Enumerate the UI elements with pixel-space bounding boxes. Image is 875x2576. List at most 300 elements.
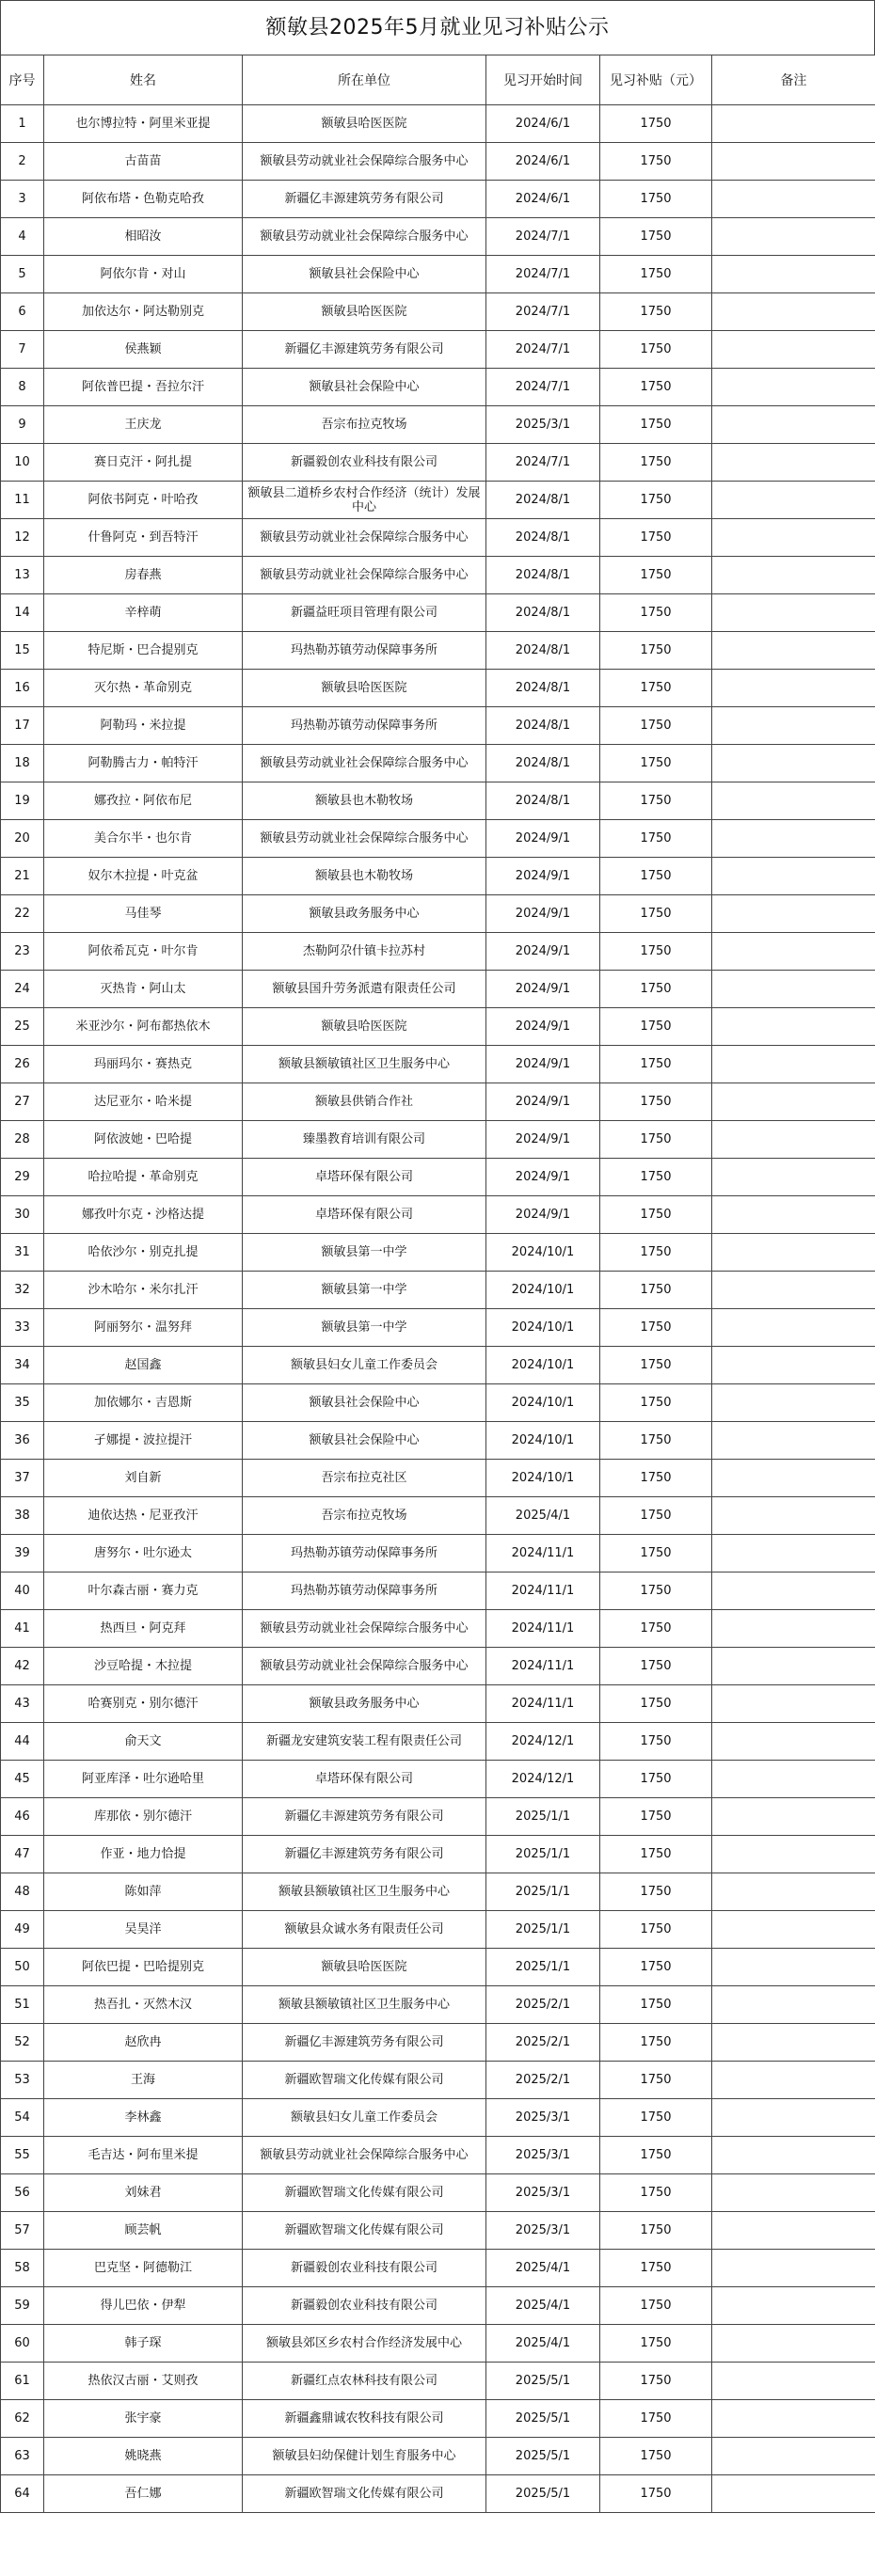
cell-start-date: 2024/9/1 [486, 971, 600, 1008]
cell-start-date: 2024/11/1 [486, 1610, 600, 1648]
cell-index: 42 [1, 1648, 44, 1685]
cell-index: 23 [1, 933, 44, 971]
cell-employer: 新疆红点农林科技有限公司 [243, 2363, 486, 2400]
cell-start-date: 2024/11/1 [486, 1535, 600, 1572]
cell-name: 美合尔半・也尔肯 [44, 820, 243, 858]
cell-index: 9 [1, 406, 44, 444]
cell-name: 娜孜拉・阿依布尼 [44, 782, 243, 820]
cell-start-date: 2024/9/1 [486, 1083, 600, 1121]
cell-name: 叶尔森古丽・赛力克 [44, 1572, 243, 1610]
cell-start-date: 2025/2/1 [486, 2062, 600, 2099]
cell-index: 63 [1, 2438, 44, 2475]
subsidy-table [0, 55, 875, 2513]
cell-subsidy: 1750 [600, 557, 712, 594]
cell-subsidy: 1750 [600, 1610, 712, 1648]
cell-remark [712, 444, 875, 482]
cell-employer: 卓塔环保有限公司 [243, 1761, 486, 1798]
table-row [1, 2174, 875, 2212]
cell-employer: 新疆亿丰源建筑劳务有限公司 [243, 1836, 486, 1873]
cell-remark [712, 557, 875, 594]
cell-remark [712, 2174, 875, 2212]
cell-subsidy: 1750 [600, 1460, 712, 1497]
cell-subsidy: 1750 [600, 1083, 712, 1121]
cell-start-date: 2025/4/1 [486, 2287, 600, 2325]
cell-name: 房春燕 [44, 557, 243, 594]
cell-start-date: 2024/9/1 [486, 933, 600, 971]
cell-subsidy: 1750 [600, 2325, 712, 2363]
cell-employer: 额敏县劳动就业社会保障综合服务中心 [243, 1648, 486, 1685]
cell-subsidy: 1750 [600, 2212, 712, 2250]
cell-remark [712, 143, 875, 181]
cell-subsidy: 1750 [600, 1949, 712, 1986]
header-start-date: 见习开始时间 [486, 55, 600, 105]
cell-name: 巴克坚・阿德勒江 [44, 2250, 243, 2287]
table-row [1, 2363, 875, 2400]
cell-remark [712, 1836, 875, 1873]
cell-start-date: 2024/9/1 [486, 1159, 600, 1196]
cell-employer: 额敏县郊区乡农村合作经济发展中心 [243, 2325, 486, 2363]
cell-index: 18 [1, 745, 44, 782]
cell-employer: 额敏县也木勒牧场 [243, 782, 486, 820]
cell-name: 迪依达热・尼亚孜汗 [44, 1497, 243, 1535]
table-row [1, 670, 875, 707]
cell-remark [712, 482, 875, 519]
cell-index: 35 [1, 1384, 44, 1422]
cell-remark [712, 369, 875, 406]
cell-name: 特尼斯・巴合提别克 [44, 632, 243, 670]
cell-remark [712, 1986, 875, 2024]
table-row [1, 1159, 875, 1196]
cell-remark [712, 2287, 875, 2325]
cell-remark [712, 1234, 875, 1272]
cell-start-date: 2024/8/1 [486, 670, 600, 707]
table-row [1, 1347, 875, 1384]
cell-start-date: 2025/1/1 [486, 1911, 600, 1949]
cell-subsidy: 1750 [600, 1121, 712, 1159]
cell-employer: 额敏县劳动就业社会保障综合服务中心 [243, 2137, 486, 2174]
table-row [1, 820, 875, 858]
document-title: 额敏县2025年5月就业见习补贴公示 [0, 0, 875, 55]
cell-name: 刘自新 [44, 1460, 243, 1497]
cell-remark [712, 2212, 875, 2250]
cell-remark [712, 2363, 875, 2400]
cell-remark [712, 1685, 875, 1723]
cell-name: 顾芸帆 [44, 2212, 243, 2250]
cell-remark [712, 406, 875, 444]
cell-start-date: 2024/8/1 [486, 632, 600, 670]
cell-index: 24 [1, 971, 44, 1008]
table-row [1, 1873, 875, 1911]
cell-index: 44 [1, 1723, 44, 1761]
table-row [1, 1272, 875, 1309]
cell-subsidy: 1750 [600, 1761, 712, 1798]
cell-remark [712, 1497, 875, 1535]
cell-name: 赵国鑫 [44, 1347, 243, 1384]
cell-index: 26 [1, 1046, 44, 1083]
cell-employer: 额敏县额敏镇社区卫生服务中心 [243, 1046, 486, 1083]
cell-index: 7 [1, 331, 44, 369]
cell-start-date: 2024/10/1 [486, 1384, 600, 1422]
cell-name: 孑娜提・波拉提汗 [44, 1422, 243, 1460]
cell-name: 侯燕颖 [44, 331, 243, 369]
cell-remark [712, 1121, 875, 1159]
table-row [1, 1949, 875, 1986]
cell-subsidy: 1750 [600, 1986, 712, 2024]
table-row [1, 181, 875, 218]
table-row [1, 1685, 875, 1723]
cell-start-date: 2025/4/1 [486, 2325, 600, 2363]
cell-remark [712, 2325, 875, 2363]
cell-employer: 额敏县额敏镇社区卫生服务中心 [243, 1986, 486, 2024]
cell-index: 37 [1, 1460, 44, 1497]
cell-employer: 玛热勒苏镇劳动保障事务所 [243, 707, 486, 745]
cell-name: 娜孜叶尔克・沙格达提 [44, 1196, 243, 1234]
cell-employer: 新疆毅创农业科技有限公司 [243, 2250, 486, 2287]
cell-subsidy: 1750 [600, 2363, 712, 2400]
cell-start-date: 2025/3/1 [486, 2174, 600, 2212]
cell-start-date: 2025/5/1 [486, 2400, 600, 2438]
cell-start-date: 2025/3/1 [486, 2137, 600, 2174]
cell-index: 49 [1, 1911, 44, 1949]
cell-remark [712, 2062, 875, 2099]
cell-remark [712, 895, 875, 933]
cell-index: 11 [1, 482, 44, 519]
cell-start-date: 2024/8/1 [486, 482, 600, 519]
cell-index: 64 [1, 2475, 44, 2513]
cell-index: 2 [1, 143, 44, 181]
cell-remark [712, 1648, 875, 1685]
cell-index: 39 [1, 1535, 44, 1572]
cell-subsidy: 1750 [600, 444, 712, 482]
cell-subsidy: 1750 [600, 632, 712, 670]
cell-start-date: 2025/1/1 [486, 1798, 600, 1836]
cell-remark [712, 293, 875, 331]
cell-index: 14 [1, 594, 44, 632]
cell-subsidy: 1750 [600, 2475, 712, 2513]
cell-remark [712, 1610, 875, 1648]
table-row [1, 782, 875, 820]
table-row [1, 1648, 875, 1685]
cell-employer: 吾宗布拉克牧场 [243, 406, 486, 444]
cell-index: 32 [1, 1272, 44, 1309]
table-row [1, 1761, 875, 1798]
cell-name: 唐努尔・吐尔逊太 [44, 1535, 243, 1572]
cell-remark [712, 2099, 875, 2137]
cell-start-date: 2024/9/1 [486, 1008, 600, 1046]
cell-name: 阿丽努尔・温努拜 [44, 1309, 243, 1347]
cell-index: 46 [1, 1798, 44, 1836]
cell-subsidy: 1750 [600, 1234, 712, 1272]
cell-index: 61 [1, 2363, 44, 2400]
cell-employer: 新疆欧智瑞文化传媒有限公司 [243, 2062, 486, 2099]
table-row [1, 1723, 875, 1761]
cell-remark [712, 1422, 875, 1460]
cell-subsidy: 1750 [600, 143, 712, 181]
cell-employer: 额敏县哈医医院 [243, 670, 486, 707]
cell-employer: 额敏县社会保险中心 [243, 1422, 486, 1460]
table-row [1, 1798, 875, 1836]
cell-employer: 吾宗布拉克牧场 [243, 1497, 486, 1535]
cell-subsidy: 1750 [600, 1836, 712, 1873]
cell-start-date: 2024/12/1 [486, 1723, 600, 1761]
cell-subsidy: 1750 [600, 1723, 712, 1761]
cell-start-date: 2024/9/1 [486, 895, 600, 933]
cell-employer: 额敏县哈医医院 [243, 105, 486, 143]
cell-name: 古苗苗 [44, 143, 243, 181]
cell-name: 灭尔热・革命别克 [44, 670, 243, 707]
cell-name: 加依娜尔・吉恩斯 [44, 1384, 243, 1422]
cell-name: 阿勒玛・米拉提 [44, 707, 243, 745]
cell-index: 43 [1, 1685, 44, 1723]
cell-subsidy: 1750 [600, 331, 712, 369]
cell-start-date: 2025/1/1 [486, 1949, 600, 1986]
cell-remark [712, 1949, 875, 1986]
cell-subsidy: 1750 [600, 256, 712, 293]
table-row [1, 143, 875, 181]
cell-start-date: 2024/7/1 [486, 444, 600, 482]
cell-remark [712, 1873, 875, 1911]
cell-subsidy: 1750 [600, 1798, 712, 1836]
cell-start-date: 2024/9/1 [486, 1121, 600, 1159]
cell-index: 47 [1, 1836, 44, 1873]
cell-remark [712, 971, 875, 1008]
cell-name: 哈拉哈提・革命别克 [44, 1159, 243, 1196]
cell-name: 赵欣冉 [44, 2024, 243, 2062]
cell-index: 29 [1, 1159, 44, 1196]
cell-index: 13 [1, 557, 44, 594]
cell-start-date: 2025/4/1 [486, 2250, 600, 2287]
cell-employer: 杰勒阿尕什镇卡拉苏村 [243, 933, 486, 971]
cell-index: 12 [1, 519, 44, 557]
cell-employer: 额敏县社会保险中心 [243, 256, 486, 293]
cell-name: 加依达尔・阿达勒别克 [44, 293, 243, 331]
table-row [1, 1008, 875, 1046]
table-row [1, 1572, 875, 1610]
cell-index: 36 [1, 1422, 44, 1460]
cell-remark [712, 933, 875, 971]
cell-remark [712, 1384, 875, 1422]
cell-index: 31 [1, 1234, 44, 1272]
cell-name: 阿依书阿克・叶哈孜 [44, 482, 243, 519]
cell-start-date: 2024/10/1 [486, 1309, 600, 1347]
cell-subsidy: 1750 [600, 2438, 712, 2475]
cell-remark [712, 181, 875, 218]
cell-index: 1 [1, 105, 44, 143]
cell-subsidy: 1750 [600, 2024, 712, 2062]
cell-start-date: 2024/8/1 [486, 745, 600, 782]
cell-name: 吴昊洋 [44, 1911, 243, 1949]
cell-subsidy: 1750 [600, 1873, 712, 1911]
cell-subsidy: 1750 [600, 820, 712, 858]
cell-subsidy: 1750 [600, 1648, 712, 1685]
cell-employer: 新疆亿丰源建筑劳务有限公司 [243, 1798, 486, 1836]
cell-subsidy: 1750 [600, 933, 712, 971]
cell-name: 奴尔木拉提・叶克盆 [44, 858, 243, 895]
cell-start-date: 2024/7/1 [486, 293, 600, 331]
table-row [1, 482, 875, 519]
cell-employer: 额敏县劳动就业社会保障综合服务中心 [243, 143, 486, 181]
cell-name: 姚晓燕 [44, 2438, 243, 2475]
cell-start-date: 2025/4/1 [486, 1497, 600, 1535]
cell-subsidy: 1750 [600, 1196, 712, 1234]
cell-start-date: 2025/3/1 [486, 406, 600, 444]
table-row [1, 1610, 875, 1648]
cell-index: 17 [1, 707, 44, 745]
cell-start-date: 2024/11/1 [486, 1572, 600, 1610]
cell-name: 阿依普巴提・吾拉尔汗 [44, 369, 243, 406]
cell-employer: 额敏县第一中学 [243, 1272, 486, 1309]
table-row [1, 971, 875, 1008]
cell-start-date: 2024/9/1 [486, 1046, 600, 1083]
cell-subsidy: 1750 [600, 1347, 712, 1384]
table-row [1, 594, 875, 632]
cell-name: 吾仁娜 [44, 2475, 243, 2513]
cell-employer: 额敏县额敏镇社区卫生服务中心 [243, 1873, 486, 1911]
table-row [1, 2287, 875, 2325]
cell-name: 王海 [44, 2062, 243, 2099]
cell-start-date: 2025/1/1 [486, 1836, 600, 1873]
cell-subsidy: 1750 [600, 971, 712, 1008]
table-row [1, 858, 875, 895]
table-row [1, 2212, 875, 2250]
cell-subsidy: 1750 [600, 1535, 712, 1572]
cell-subsidy: 1750 [600, 2400, 712, 2438]
cell-start-date: 2025/5/1 [486, 2438, 600, 2475]
cell-remark [712, 745, 875, 782]
cell-employer: 额敏县劳动就业社会保障综合服务中心 [243, 218, 486, 256]
cell-index: 22 [1, 895, 44, 933]
cell-index: 3 [1, 181, 44, 218]
cell-name: 李林鑫 [44, 2099, 243, 2137]
cell-employer: 额敏县劳动就业社会保障综合服务中心 [243, 557, 486, 594]
cell-remark [712, 2024, 875, 2062]
cell-name: 库那依・别尔德汗 [44, 1798, 243, 1836]
cell-subsidy: 1750 [600, 2099, 712, 2137]
cell-name: 刘妹君 [44, 2174, 243, 2212]
cell-name: 俞天文 [44, 1723, 243, 1761]
cell-name: 韩子琛 [44, 2325, 243, 2363]
cell-employer: 额敏县国升劳务派遣有限责任公司 [243, 971, 486, 1008]
cell-subsidy: 1750 [600, 218, 712, 256]
cell-start-date: 2024/10/1 [486, 1422, 600, 1460]
table-row [1, 519, 875, 557]
cell-index: 41 [1, 1610, 44, 1648]
table-row [1, 369, 875, 406]
cell-subsidy: 1750 [600, 1309, 712, 1347]
cell-subsidy: 1750 [600, 1497, 712, 1535]
cell-employer: 额敏县政务服务中心 [243, 895, 486, 933]
cell-remark [712, 105, 875, 143]
header-employer: 所在单位 [243, 55, 486, 105]
cell-index: 21 [1, 858, 44, 895]
cell-name: 阿依希瓦克・叶尔肯 [44, 933, 243, 971]
table-row [1, 1121, 875, 1159]
cell-start-date: 2024/9/1 [486, 820, 600, 858]
table-row [1, 256, 875, 293]
cell-remark [712, 1535, 875, 1572]
cell-start-date: 2024/11/1 [486, 1648, 600, 1685]
cell-remark [712, 256, 875, 293]
cell-remark [712, 594, 875, 632]
cell-start-date: 2025/3/1 [486, 2099, 600, 2137]
cell-name: 作亚・地力恰提 [44, 1836, 243, 1873]
cell-name: 沙豆哈提・木拉提 [44, 1648, 243, 1685]
cell-subsidy: 1750 [600, 1384, 712, 1422]
cell-subsidy: 1750 [600, 707, 712, 745]
cell-subsidy: 1750 [600, 782, 712, 820]
cell-subsidy: 1750 [600, 482, 712, 519]
cell-remark [712, 331, 875, 369]
cell-employer: 玛热勒苏镇劳动保障事务所 [243, 1535, 486, 1572]
cell-employer: 新疆亿丰源建筑劳务有限公司 [243, 2024, 486, 2062]
cell-employer: 额敏县妇幼保健计划生育服务中心 [243, 2438, 486, 2475]
cell-name: 什鲁阿克・到吾特汗 [44, 519, 243, 557]
cell-remark [712, 1911, 875, 1949]
cell-start-date: 2024/6/1 [486, 181, 600, 218]
cell-remark [712, 1723, 875, 1761]
table-row [1, 2400, 875, 2438]
table-row [1, 745, 875, 782]
cell-index: 59 [1, 2287, 44, 2325]
table-row [1, 1046, 875, 1083]
cell-subsidy: 1750 [600, 1422, 712, 1460]
table-row [1, 2099, 875, 2137]
cell-start-date: 2024/7/1 [486, 331, 600, 369]
cell-employer: 新疆欧智瑞文化传媒有限公司 [243, 2174, 486, 2212]
cell-index: 38 [1, 1497, 44, 1535]
table-row [1, 1234, 875, 1272]
table-row [1, 1196, 875, 1234]
cell-start-date: 2024/11/1 [486, 1685, 600, 1723]
table-row [1, 218, 875, 256]
cell-index: 15 [1, 632, 44, 670]
cell-index: 10 [1, 444, 44, 482]
header-remark: 备注 [712, 55, 875, 105]
cell-index: 56 [1, 2174, 44, 2212]
cell-remark [712, 1159, 875, 1196]
cell-employer: 额敏县劳动就业社会保障综合服务中心 [243, 1610, 486, 1648]
cell-employer: 额敏县第一中学 [243, 1309, 486, 1347]
cell-employer: 新疆欧智瑞文化传媒有限公司 [243, 2212, 486, 2250]
table-row [1, 1384, 875, 1422]
table-row [1, 2024, 875, 2062]
cell-subsidy: 1750 [600, 2062, 712, 2099]
cell-remark [712, 1008, 875, 1046]
cell-start-date: 2025/3/1 [486, 2212, 600, 2250]
cell-subsidy: 1750 [600, 406, 712, 444]
cell-subsidy: 1750 [600, 2287, 712, 2325]
cell-name: 达尼亚尔・哈米提 [44, 1083, 243, 1121]
cell-name: 得儿巴依・伊犁 [44, 2287, 243, 2325]
cell-name: 阿依尔肯・对山 [44, 256, 243, 293]
cell-name: 张宇豪 [44, 2400, 243, 2438]
cell-employer: 额敏县第一中学 [243, 1234, 486, 1272]
cell-subsidy: 1750 [600, 895, 712, 933]
table-row [1, 1083, 875, 1121]
cell-employer: 额敏县也木勒牧场 [243, 858, 486, 895]
cell-start-date: 2025/5/1 [486, 2475, 600, 2513]
cell-employer: 额敏县供销合作社 [243, 1083, 486, 1121]
cell-employer: 臻墨教育培训有限公司 [243, 1121, 486, 1159]
cell-name: 阿亚库泽・吐尔逊哈里 [44, 1761, 243, 1798]
cell-remark [712, 1572, 875, 1610]
cell-index: 50 [1, 1949, 44, 1986]
cell-employer: 新疆毅创农业科技有限公司 [243, 2287, 486, 2325]
cell-remark [712, 1347, 875, 1384]
cell-remark [712, 2250, 875, 2287]
cell-index: 57 [1, 2212, 44, 2250]
cell-employer: 新疆亿丰源建筑劳务有限公司 [243, 181, 486, 218]
